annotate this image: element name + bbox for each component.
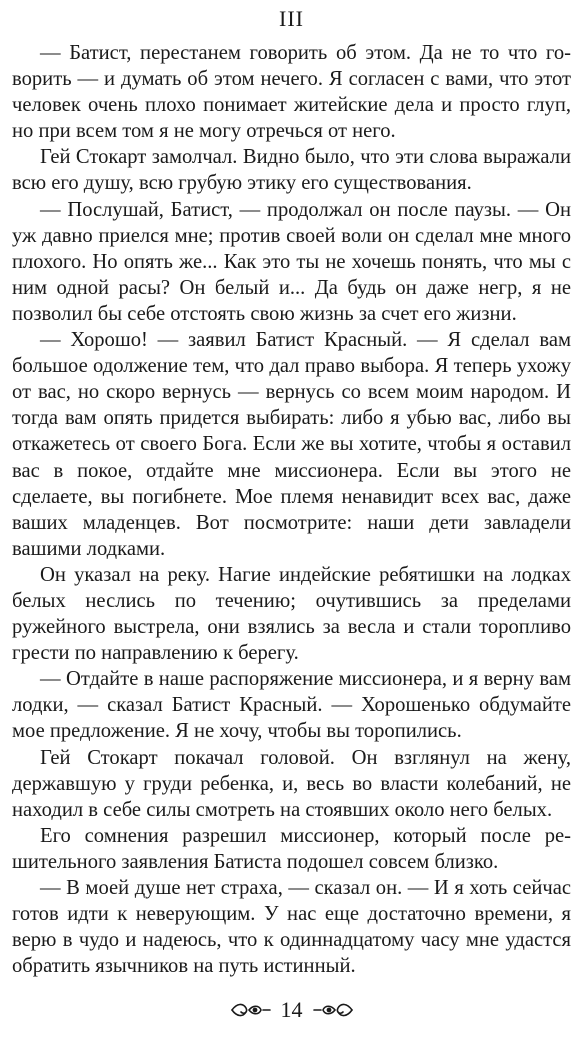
text-body xyxy=(12,40,571,979)
paragraph: — Хорошо! — заявил Батист Красный. — Я сделал вам большое одолжение тем, что дал право выбора. Я теперь ухожу от вас, но скоро вернусь — вернусь со всем моим народом. И тогда вам опять придется выбирать: либо я убью вас, либо вы откажетесь от своего Бога. Если же вы хотите, чтобы я оставил вас в покое, отдайте мне миссионера. Если вы этого не сделаете, вы погибнете. Мое племя ненавидит всех вас, даже ваших младенцев. Вот посмотрите: наши дети завладели вашими лодками. xyxy=(12,329,571,560)
paragraph: Гей Стокарт покачал головой. Он взглянул на жену, державшую у груди ребенка, и, весь во власти колебаний, не находил в себе силы смотреть на стоявших около него белых. xyxy=(12,746,571,821)
paragraph: — В моей душе нет страха, — сказал он. — И я хоть сейчас готов идти к неверующим. У нас еще достаточно времени, я верю в чудо и надеюсь, что к одиннадцатому часу мне удастся обратить язычников на путь истинный. xyxy=(12,877,571,978)
fleuron-right-icon xyxy=(311,999,355,1021)
paragraph: Он указал на реку. Нагие индейские ребятишки на лодках белых неслись по течению; очутившись за пределами ружейного выстрела, они взялись за весла и стали торопливо грести по направлению к берегу. xyxy=(12,563,571,665)
paragraph: — Послушай, Батист, — продолжал он после паузы. — Он уж давно приелся мне; против своей воли он сделал мне много плохого. Но опять же... Как это ты не хочешь понять, что мы с ним одной расы? Он белый и... Да будь он даже негр, я не позволил бы себе отстоять свою жизнь за счет его жизни. xyxy=(12,198,571,325)
paragraph: Гей Стокарт замолчал. Видно было, что эти слова выражали всю его душу, всю грубую этику его существования. xyxy=(12,146,571,195)
paragraph: Его сомнения разрешил миссионер, который после решительного заявления Батиста подошел совсем близко. xyxy=(12,824,571,873)
page-footer xyxy=(0,992,583,1028)
fleuron-left-icon xyxy=(229,999,273,1021)
paragraph: — Батист, перестанем говорить об этом. Да не то что говорить — и думать об этом нечего. Я согласен с вами, что этот человек очень плохо понимает житейские дела и просто глуп, но при всем том я не могу отречься от него. xyxy=(12,42,571,143)
page-number: 14 xyxy=(280,997,303,1022)
paragraph: — Отдайте в наше распоряжение миссионера, и я верну вам лодки, — сказал Батист Красный. — Хорошенько обдумайте мое предложение. Я не хочу, чтобы вы торопились. xyxy=(12,668,571,743)
chapter-heading: III xyxy=(279,6,304,31)
